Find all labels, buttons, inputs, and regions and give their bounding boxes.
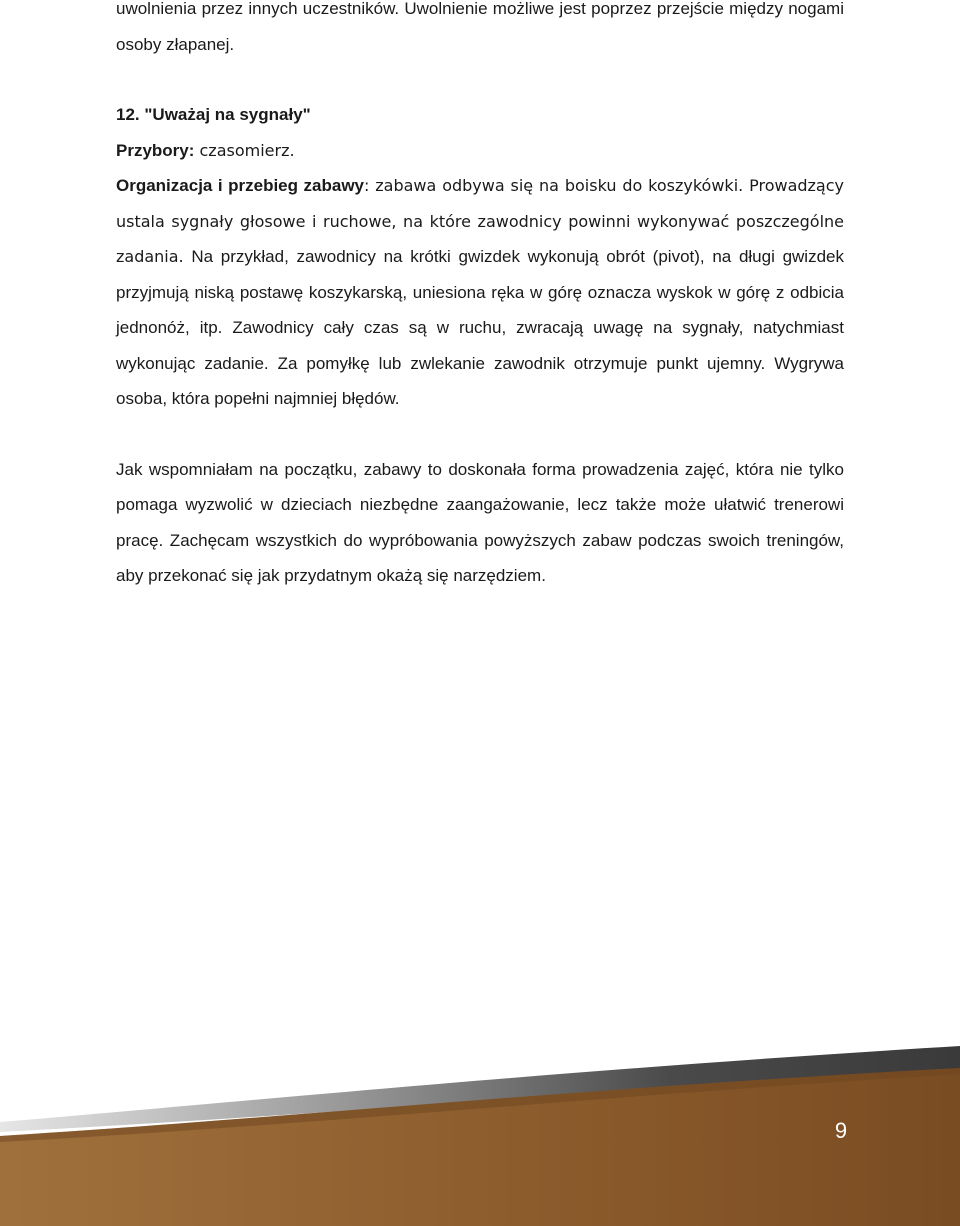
spacer: [116, 417, 844, 452]
intro-paragraph: uwolnienia przez innych uczestników. Uwolnienie możliwe jest poprzez przejście między nogami osoby złapanej.: [116, 0, 844, 54]
closing-paragraph: Jak wspomniałam na początku, zabawy to doskonała forma prowadzenia zajęć, która nie tylko pomaga wyzwolić w dzieciach niezbędne zaangażowanie, lecz także może ułatwić trenerowi pracę. Zachęcam wszystkich do wypróbowania powyższych zabaw podczas swoich treningów, aby przekonać się jak przydatnym okażą się narzędziem.: [116, 459, 844, 585]
tools-value: czasomierz.: [194, 140, 295, 160]
page-content: [116, 0, 844, 594]
tools-label: Przybory:: [116, 140, 195, 160]
organization-text-lead: : zabawa odbywa się na boisku do koszykówki. Prowadzący ustala sygnały głosowe i ruchowe, na które zawodnicy powinni wykonywać poszczególne zadania.: [116, 176, 844, 266]
footer-swoosh-band: [0, 1040, 960, 1226]
organization-paragraph: [116, 168, 844, 417]
organization-text-body: Na przykład, zawodnicy na krótki gwizdek wykonują obrót (pivot), na długi gwizdek przyjmują niską postawę koszykarską, uniesiona ręka w górę oznacza wyskok w górę z odbicia jednonóż, itp. Zawodnicy cały czas są w ruchu, zwracają uwagę na sygnały, natychmiast wykonując zadanie. Za pomyłkę lub zwlekanie zawodnik otrzymuje punkt ujemny. Wygrywa osoba, która popełni najmniej błędów.: [116, 247, 844, 408]
section-title: 12. "Uważaj na sygnały": [116, 105, 311, 124]
organization-label: Organizacja i przebieg zabawy: [116, 176, 364, 195]
page-number: 9: [834, 1118, 848, 1143]
tools-line: [116, 133, 844, 169]
spacer: [116, 62, 844, 97]
